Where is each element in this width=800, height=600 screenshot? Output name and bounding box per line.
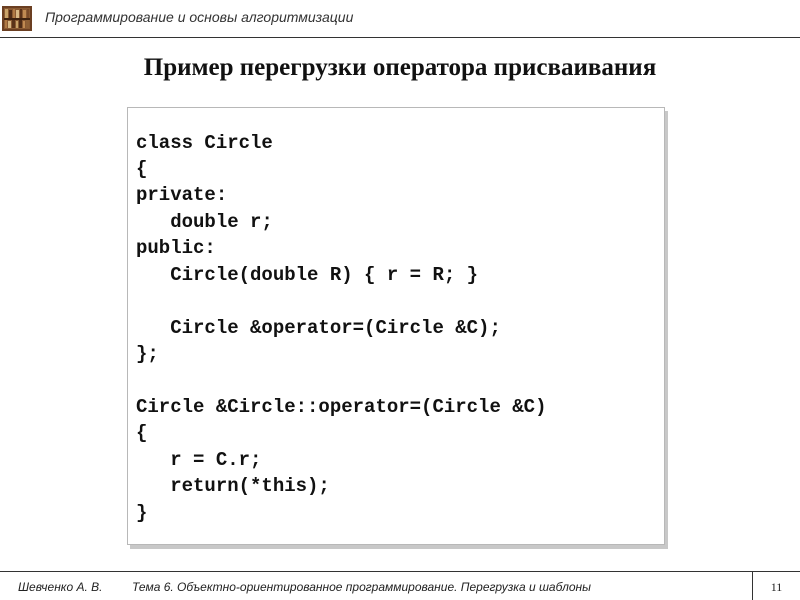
- code-line: Circle &operator=(Circle &C);: [136, 317, 501, 339]
- code-line: Circle &Circle::operator=(Circle &C): [136, 396, 547, 418]
- code-line: Circle(double R) { r = R; }: [136, 264, 479, 286]
- code-line: r = C.r;: [136, 449, 262, 471]
- code-line: private:: [136, 184, 228, 206]
- code-line: {: [136, 422, 148, 444]
- footer-divider: [0, 571, 800, 572]
- footer-author: Шевченко А. В.: [18, 580, 103, 594]
- course-title: Программирование и основы алгоритмизации: [45, 9, 354, 25]
- code-line: };: [136, 343, 159, 365]
- slide-header: [0, 0, 800, 38]
- header-divider: [0, 37, 800, 38]
- code-line: public:: [136, 237, 216, 259]
- slide-title: Пример перегрузки оператора присваивания: [143, 54, 657, 81]
- footer-topic: Тема 6. Объектно-ориентированное программирование. Перегрузка и шаблоны: [132, 580, 591, 594]
- code-line: }: [136, 502, 148, 524]
- code-line: {: [136, 158, 148, 180]
- code-line: return(*this);: [136, 475, 330, 497]
- code-line: class Circle: [136, 132, 273, 154]
- page-number: 11: [770, 580, 783, 594]
- bookshelf-icon: [2, 6, 32, 31]
- code-line: double r;: [136, 211, 273, 233]
- code-block: [127, 107, 665, 545]
